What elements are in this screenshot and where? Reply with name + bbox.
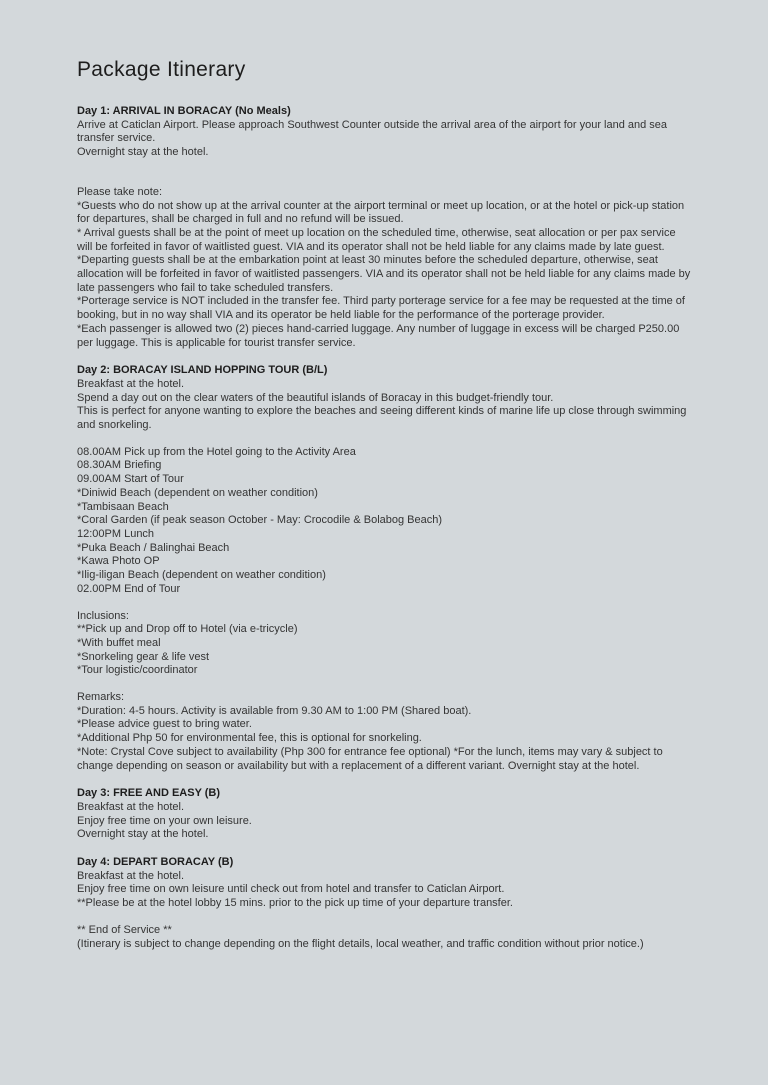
text-line: This is perfect for anyone wanting to explore the beaches and seeing different kinds of marine life up close through swimming and snorkeling. <box>77 405 687 432</box>
text-line: 08.30AM Briefing <box>77 459 162 472</box>
text-line: ** End of Service ** <box>77 923 172 936</box>
text-line: *Diniwid Beach (dependent on weather condition) <box>77 486 318 499</box>
itinerary-body <box>77 105 691 951</box>
text-line: *With buffet meal <box>77 636 161 649</box>
text-line: *Coral Garden (if peak season October - May: Crocodile & Bolabog Beach) <box>77 514 443 527</box>
paragraph-block <box>77 446 691 597</box>
text-line: *Snorkeling gear & life vest <box>77 650 210 663</box>
paragraph-block <box>77 119 691 160</box>
day-section <box>77 787 691 842</box>
text-line: Overnight stay at the hotel. <box>77 146 209 159</box>
text-line: *Ilig-iligan Beach (dependent on weather condition) <box>77 569 326 582</box>
day-heading: Day 2: BORACAY ISLAND HOPPING TOUR (B/L) <box>77 364 328 377</box>
paragraph-block <box>77 691 691 773</box>
paragraph-block <box>77 378 691 433</box>
day-section <box>77 856 691 951</box>
text-line: 02.00PM End of Tour <box>77 582 181 595</box>
text-line: 12:00PM Lunch <box>77 527 155 540</box>
page-title: Package Itinerary <box>77 58 246 81</box>
text-line: **Pick up and Drop off to Hotel (via e-tricycle) <box>77 623 298 636</box>
day-section <box>77 105 691 350</box>
text-line: * Arrival guests shall be at the point of meet up location on the scheduled time, otherwise, seat allocation or per pax service will be forfeited in favor of waitlisted guest. VIA and its operator shall not be held liable for any claims made by late guest. <box>77 226 676 253</box>
paragraph-block <box>77 186 691 350</box>
text-line: Spend a day out on the clear waters of the beautiful islands of Boracay in this budget-friendly tour. <box>77 391 554 404</box>
text-line: *Porterage service is NOT included in the transfer fee. Third party porterage service for a fee may be requested at the time of booking, but in no way shall VIA and its operator be held liable for the performance of the porterage provider. <box>77 295 685 322</box>
text-line: Breakfast at the hotel. <box>77 869 185 882</box>
text-line: (Itinerary is subject to change depending on the flight details, local weather, and traffic condition without prior notice.) <box>77 937 644 950</box>
text-line: *Note: Crystal Cove subject to availability (Php 300 for entrance fee optional) *For the lunch, items may vary & subject to change depending on season or availability but with a replacement of a different variant. Overnight stay at the hotel. <box>77 745 663 772</box>
text-line: *Puka Beach / Balinghai Beach <box>77 541 230 554</box>
text-line: Arrive at Caticlan Airport. Please approach Southwest Counter outside the arrival area of the airport for your land and sea transfer service. <box>77 118 668 145</box>
text-line: *Kawa Photo OP <box>77 555 160 568</box>
text-line: *Please advice guest to bring water. <box>77 718 252 731</box>
day-heading: Day 4: DEPART BORACAY (B) <box>77 856 234 869</box>
text-line: Inclusions: <box>77 609 129 622</box>
text-line: *Additional Php 50 for environmental fee, this is optional for snorkeling. <box>77 732 422 745</box>
text-line: *Duration: 4-5 hours. Activity is available from 9.30 AM to 1:00 PM (Shared boat). <box>77 704 472 717</box>
day-heading: Day 3: FREE AND EASY (B) <box>77 787 221 800</box>
text-line: *Tour logistic/coordinator <box>77 664 198 677</box>
paragraph-block <box>77 870 691 911</box>
text-line: Overnight stay at the hotel. <box>77 828 209 841</box>
text-line: Please take note: <box>77 185 163 198</box>
text-line: Remarks: <box>77 691 125 704</box>
paragraph-block <box>77 924 691 951</box>
paragraph-block <box>77 610 691 679</box>
text-line: Enjoy free time on own leisure until check out from hotel and transfer to Caticlan Airport. <box>77 883 505 896</box>
day-heading: Day 1: ARRIVAL IN BORACAY (No Meals) <box>77 105 291 117</box>
text-line: Enjoy free time on your own leisure. <box>77 814 252 827</box>
text-line: Breakfast at the hotel. <box>77 377 185 390</box>
text-line: *Tambisaan Beach <box>77 500 169 513</box>
text-line: Breakfast at the hotel. <box>77 800 185 813</box>
text-line: *Each passenger is allowed two (2) pieces hand-carried luggage. Any number of luggage in excess will be charged P250.00 per luggage. This is applicable for tourist transfer service. <box>77 322 680 349</box>
paragraph-block <box>77 801 691 842</box>
text-line: *Guests who do not show up at the arrival counter at the airport terminal or meet up location, or at the hotel or pick-up station for departures, shall be charged in full and no refund will be issued. <box>77 199 685 226</box>
text-line: 09.00AM Start of Tour <box>77 473 184 486</box>
text-line: *Departing guests shall be at the embarkation point at least 30 minutes before the scheduled departure, otherwise, seat allocation will be forfeited in favor of waitlisted passengers. VIA and its operator shall not be held liable for any claims made by late passengers who fail to take scheduled transfers. <box>77 254 691 294</box>
text-line: **Please be at the hotel lobby 15 mins. prior to the pick up time of your departure transfer. <box>77 897 513 910</box>
text-line: 08.00AM Pick up from the Hotel going to the Activity Area <box>77 445 356 458</box>
day-section <box>77 364 691 773</box>
